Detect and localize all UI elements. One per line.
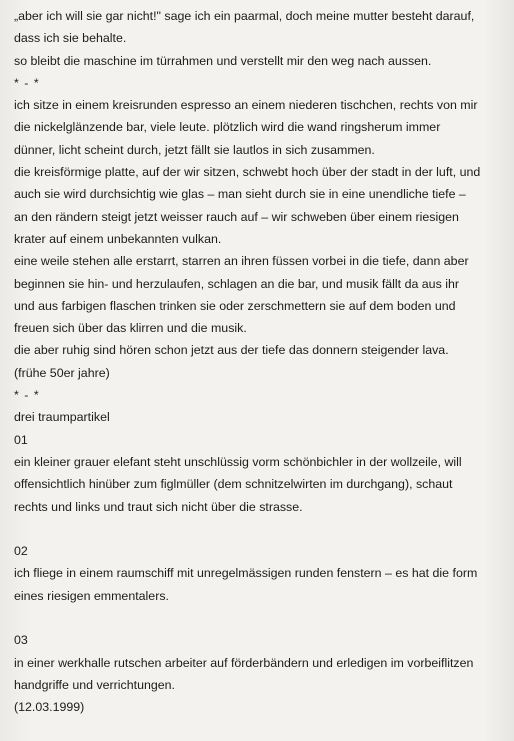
text-line: (frühe 50er jahre) <box>14 365 110 380</box>
text-line: 03 <box>14 633 28 648</box>
document-text <box>14 5 506 719</box>
text-line: 02 <box>14 544 28 559</box>
text-line: „aber ich will sie gar nicht!" sage ich ein paarmal, doch meine mutter besteht darauf, <box>14 9 475 23</box>
text-line <box>14 518 506 540</box>
text-line: krater auf einem unbekannten vulkan. <box>14 231 222 246</box>
text-line: ich fliege in einem raumschiff mit unregelmässigen runden fenstern – es hat die form <box>14 566 478 581</box>
text-line: auch sie wird durchsichtig wie glas – man sieht durch sie in eine unendliche tiefe – <box>14 187 466 202</box>
text-line: die nickelglänzende bar, viele leute. plötzlich wird die wand ringsherum immer <box>14 120 441 135</box>
text-line: so bleibt die maschine im türrahmen und verstellt mir den weg nach aussen. <box>14 53 432 68</box>
text-line: ein kleiner grauer elefant steht unschlüssig vorm schönbichler in der wollzeile, will <box>14 454 462 469</box>
text-line: in einer werkhalle rutschen arbeiter auf förderbändern und erledigen im vorbeiflitzen <box>14 655 474 670</box>
text-line: eines riesigen emmentalers. <box>14 588 169 603</box>
text-line <box>14 607 506 629</box>
text-line: die aber ruhig sind hören schon jetzt aus der tiefe das donnern steigender lava. <box>14 343 449 358</box>
text-line: freuen sich über das klirren und die musik. <box>14 321 247 336</box>
text-line: handgriffe und verrichtungen. <box>14 677 175 692</box>
text-line: ich sitze in einem kreisrunden espresso an einem niederen tischchen, rechts von mir <box>14 98 478 113</box>
text-line: (12.03.1999) <box>14 700 85 715</box>
text-line: dass ich sie behalte. <box>14 31 127 46</box>
section-separator: * - * <box>14 75 40 90</box>
text-line: drei traumpartikel <box>14 410 110 425</box>
text-line: rechts und links und traut sich nicht über die strasse. <box>14 499 303 514</box>
text-line: offensichtlich hinüber zum figlmüller (dem schnitzelwirten im durchgang), schaut <box>14 477 453 492</box>
text-line: die kreisförmige platte, auf der wir sitzen, schwebt hoch über der stadt in der luft, und <box>14 165 481 180</box>
section-separator: * - * <box>14 388 40 403</box>
text-line: 01 <box>14 432 28 447</box>
text-line: an den rändern steigt jetzt weisser rauch auf – wir schweben über einem riesigen <box>14 209 459 224</box>
text-line: und aus farbigen flaschen trinken sie oder zerschmettern sie auf dem boden und <box>14 298 456 313</box>
text-line: dünner, licht scheint durch, jetzt fällt sie lautlos in sich zusammen. <box>14 142 375 157</box>
text-line: beginnen sie hin- und herzulaufen, schlagen an die bar, und musik fällt da aus ihr <box>14 276 459 291</box>
text-line: eine weile stehen alle erstarrt, starren an ihren füssen vorbei in die tiefe, dann aber <box>14 254 469 269</box>
